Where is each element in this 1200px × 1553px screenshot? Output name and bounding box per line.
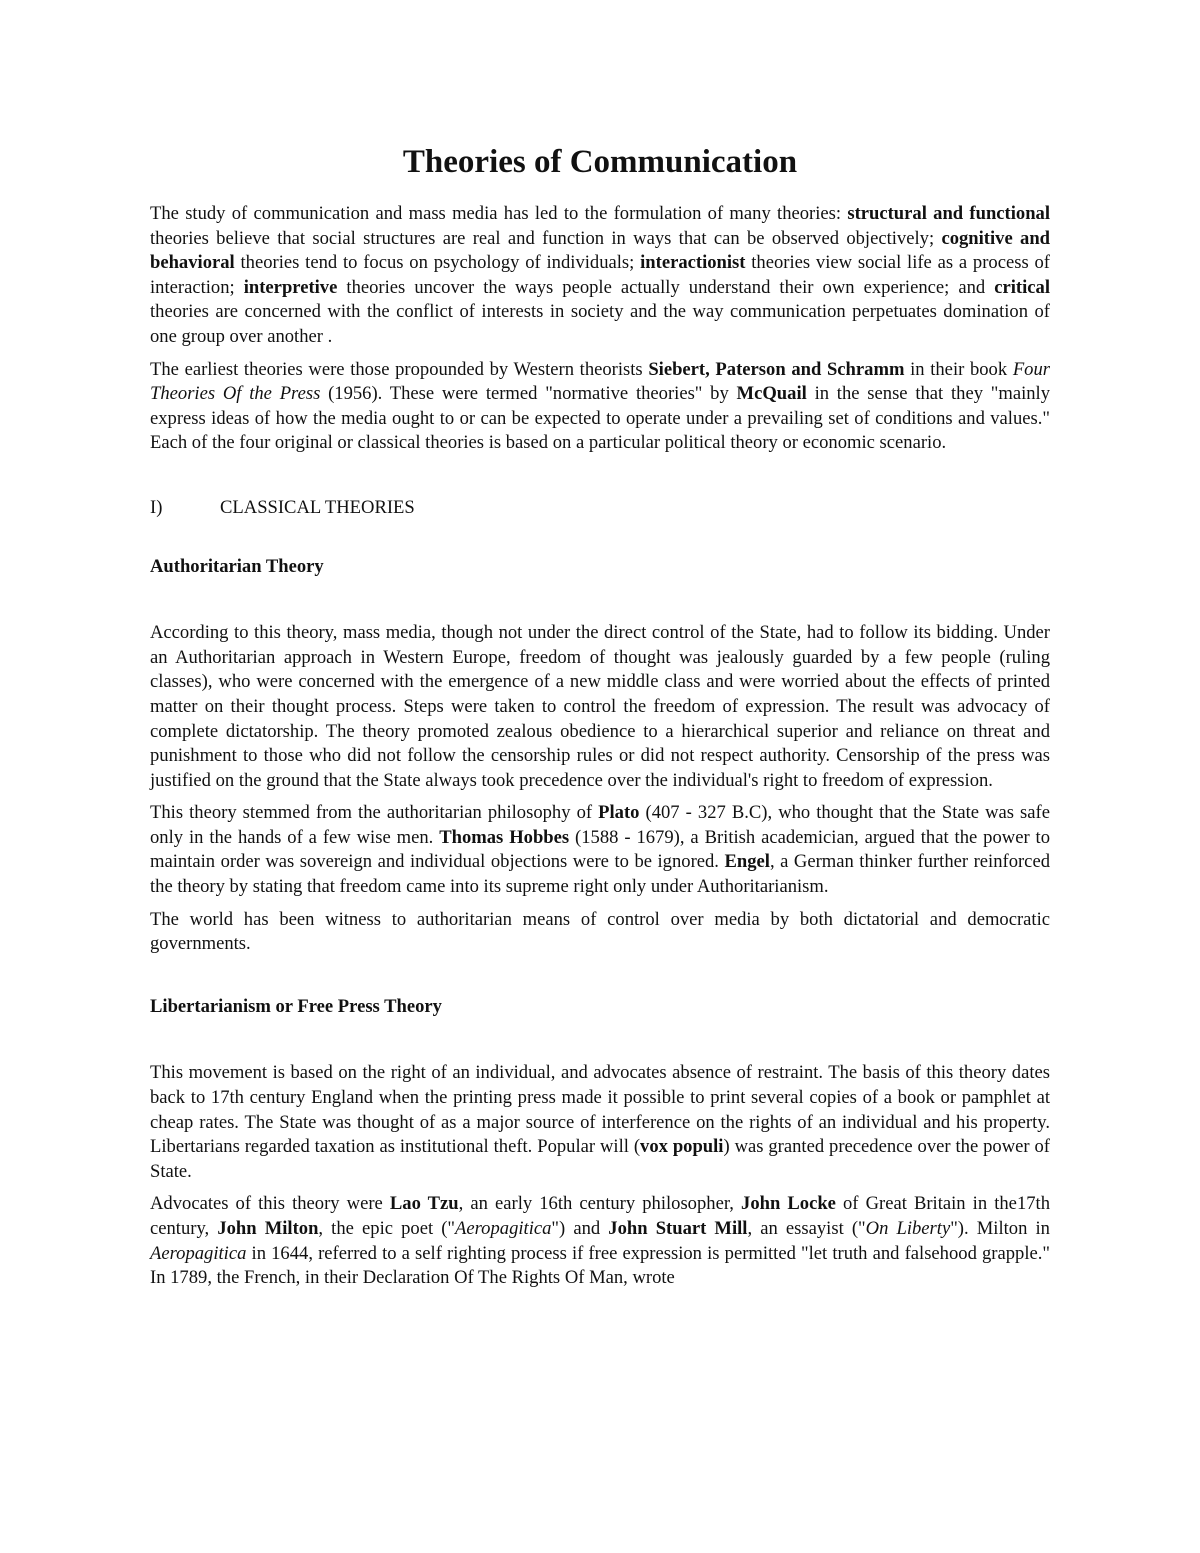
bold-term: vox populi [640, 1136, 724, 1158]
document-page [150, 140, 1050, 1299]
libertarian-paragraph-1 [150, 1061, 1050, 1184]
text-run: ) was granted precedence over the power of State. [150, 1136, 1050, 1182]
text-run: (1956). These were termed "normative theories" by [320, 383, 737, 405]
text-run: theories believe that social structures are real and function in ways that can be observed objectively; [150, 227, 942, 249]
bold-term: McQuail [736, 383, 807, 405]
text-run: , an essayist (" [747, 1218, 866, 1239]
bold-term: John Milton [217, 1218, 319, 1239]
text-run: This movement is based on the right of an individual, and advocates absence of restraint. The basis of this theory dates back to 17th century England when the printing press made it possible to print several copies of a book or pamphlet at cheap rates. The State was thought of as a major source of interference on the rights of an individual and his property. Libertarians regarded taxation as institutional theft. Popular will ( [150, 1062, 1050, 1158]
authoritarian-paragraph-3: The world has been witness to authoritarian means of control over media by both dictatorial and democratic governments. [150, 908, 1050, 955]
text-run: in their book [904, 358, 1013, 380]
text-run: The earliest theories were those propounded by Western theorists [150, 358, 649, 380]
subheading-authoritarian: Authoritarian Theory [150, 555, 324, 577]
bold-term: John Locke [741, 1193, 836, 1215]
bold-term: Siebert, Paterson and Schramm [648, 358, 905, 380]
subheading-libertarian: Libertarianism or Free Press Theory [150, 995, 442, 1017]
bold-term: structural and functional [847, 203, 1050, 224]
book-title: On Liberty [865, 1218, 951, 1239]
bold-term: Engel [724, 851, 770, 873]
page-title: Theories of Communication [402, 144, 798, 180]
bold-term: critical [994, 276, 1050, 298]
text-run: , the epic poet (" [318, 1218, 456, 1239]
text-run: theories are concerned with the conflict of interests in society and the way communication perpetuates domination of one group over another . [150, 301, 1050, 347]
text-run: in the sense that they "mainly express ideas of how the media ought to or can be expected to operate under a prevailing set of conditions and values." Each of the four original or classical theories is based on a particular political theory or economic scenario. [150, 383, 1050, 454]
text-run: "). Milton in [950, 1218, 1050, 1239]
bold-term: cognitive and behavioral [150, 227, 1051, 274]
book-title: Aeropagitica [150, 1242, 247, 1264]
bold-term: interactionist [640, 252, 746, 274]
text-run: theories view social life as a process of interaction; [150, 252, 1050, 298]
bold-term: Lao Tzu [389, 1193, 459, 1215]
book-title: Four Theories Of the Press [150, 358, 1050, 405]
text-run: (407 - 327 B.C), who thought that the State was safe only in the hands of a few wise men. [150, 802, 1050, 848]
text-run: The study of communication and mass media has led to the formulation of many theories: [150, 203, 848, 224]
text-run: theories uncover the ways people actually understand their own experience; and [337, 276, 995, 298]
text-run: Advocates of this theory were [150, 1193, 390, 1215]
libertarian-paragraph-2 [150, 1192, 1050, 1290]
text-run: , an early 16th century philosopher, [458, 1193, 742, 1215]
bold-term: Plato [598, 802, 640, 824]
bold-term: interpretive [243, 276, 338, 298]
book-title: Aeropagitica [455, 1218, 552, 1239]
section-title: CLASSICAL THEORIES [220, 496, 415, 518]
section-heading-classical [150, 496, 1050, 521]
intro-paragraph-1 [150, 202, 1050, 350]
authoritarian-paragraph-1: According to this theory, mass media, though not under the direct control of the State, had to follow its bidding. Under an Authoritarian approach in Western Europe, freedom of thought was jealously guarded by a few people (ruling classes), who were concerned with the emergence of a new middle class and were worried about the effects of printed matter on their thought process. Steps were taken to control the freedom of expression. The result was advocacy of complete dictatorship. The theory promoted zealous obedience to a hierarchical superior and reliance on threat and punishment to those who did not follow the censorship rules or did not respect authority. Censorship of the press was justified on the ground that the State always took precedence over the individual's right to freedom of expression. [150, 622, 1050, 791]
section-number: I) [150, 496, 163, 518]
text-run: of Great Britain in the17th century, [150, 1193, 1050, 1239]
text-run: theories tend to focus on psychology of individuals; [234, 252, 641, 274]
bold-term: John Stuart Mill [608, 1218, 748, 1239]
text-run: , a German thinker further reinforced the theory by stating that freedom came into its supreme right only under Authoritarianism. [150, 851, 1050, 898]
text-run: (1588 - 1679), a British academician, argued that the power to maintain order was sovereign and individual objections were to be ignored. [150, 826, 1051, 873]
intro-paragraph-2 [150, 358, 1050, 456]
bold-term: Thomas Hobbes [439, 826, 570, 848]
authoritarian-paragraph-2 [150, 801, 1050, 899]
text-run: This theory stemmed from the authoritarian philosophy of [150, 802, 599, 824]
text-run: in 1644, referred to a self righting process if free expression is permitted "let truth and falsehood grapple." In 1789, the French, in their Declaration Of The Rights Of Man, wrote [150, 1242, 1050, 1289]
text-run: ") and [551, 1218, 609, 1239]
